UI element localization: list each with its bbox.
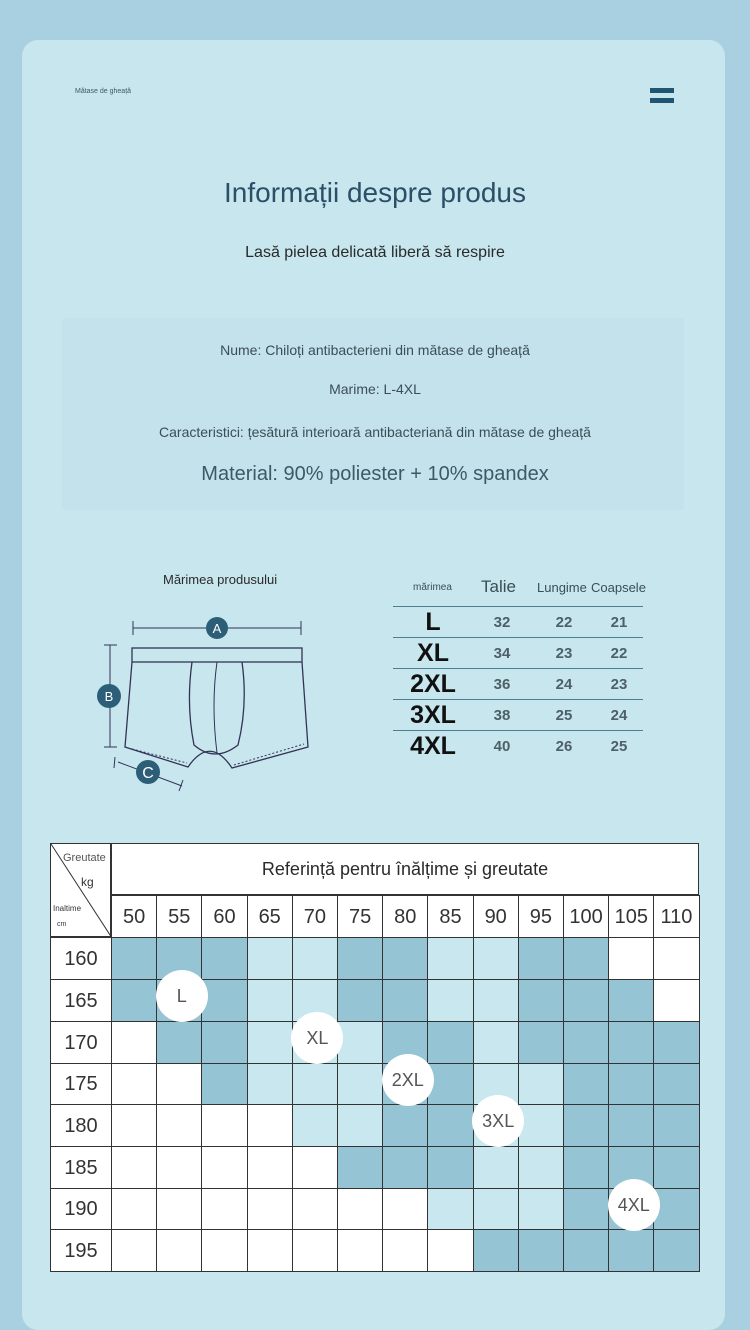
hw-cell	[337, 979, 383, 1022]
size-label: L	[425, 608, 441, 636]
hw-cell	[201, 1021, 247, 1064]
hw-corner-cell	[50, 843, 111, 937]
hw-cell	[427, 1021, 473, 1064]
hw-cell	[608, 979, 654, 1022]
size-value: 22	[555, 614, 573, 631]
weight-header: 110	[653, 895, 699, 938]
size-bubble: 3XL	[472, 1095, 524, 1147]
hw-cell	[156, 1146, 202, 1189]
height-header: 170	[50, 1021, 112, 1064]
page-subtitle: Lasă pielea delicată liberă să respire	[245, 244, 505, 261]
weight-header: 65	[247, 895, 293, 938]
hw-cell	[111, 1021, 157, 1064]
hw-cell	[473, 1188, 519, 1230]
size-label: XL	[417, 639, 449, 667]
hw-cell	[382, 1104, 428, 1147]
hw-cell	[292, 1104, 338, 1147]
hw-cell	[111, 1063, 157, 1105]
hw-cell	[292, 1063, 338, 1105]
hw-cell	[247, 1229, 293, 1272]
hw-cell	[518, 1021, 564, 1064]
corner-height-label: Inaltime	[53, 904, 82, 913]
size-value: 34	[493, 645, 511, 662]
hw-cell	[608, 1104, 654, 1147]
hw-cell	[382, 1188, 428, 1230]
product-size-range: Marime: L-4XL	[329, 381, 421, 397]
hw-cell	[247, 937, 293, 980]
product-features: Caracteristici: țesătură interioară antibacteriană din mătase de gheață	[159, 424, 591, 440]
size-value: 40	[493, 738, 511, 755]
weight-header: 60	[201, 895, 247, 938]
weight-header: 95	[518, 895, 564, 938]
hw-cell	[156, 1021, 202, 1064]
corner-weight-label: Greutate	[63, 852, 106, 864]
size-header-waist: Talie	[481, 577, 516, 596]
hw-cell	[563, 1021, 609, 1064]
size-value: 25	[555, 707, 573, 724]
hw-cell	[201, 937, 247, 980]
size-value: 32	[493, 614, 511, 631]
hw-cell	[608, 937, 654, 980]
height-header: 160	[50, 937, 112, 980]
marker-b-label: B	[104, 689, 114, 704]
hw-cell	[608, 1229, 654, 1272]
hw-cell	[111, 1188, 157, 1230]
hw-cell	[427, 1188, 473, 1230]
size-value: 36	[493, 676, 511, 693]
hw-cell	[111, 1146, 157, 1189]
size-bubble: L	[156, 970, 208, 1022]
hw-cell	[111, 979, 157, 1022]
size-value: 23	[610, 676, 628, 693]
hw-cell	[563, 1104, 609, 1147]
size-value: 24	[610, 707, 628, 724]
hw-cell	[518, 1104, 564, 1147]
size-table-header	[393, 572, 646, 606]
hw-table-header	[111, 843, 699, 895]
weight-header: 100	[563, 895, 609, 938]
size-value: 38	[493, 707, 511, 724]
height-weight-table	[50, 843, 699, 1272]
size-label: 2XL	[410, 670, 456, 698]
size-value: 23	[555, 645, 573, 662]
size-label: 3XL	[410, 701, 456, 729]
hw-cell	[382, 979, 428, 1022]
hw-cell	[337, 1229, 383, 1272]
hw-cell	[156, 1104, 202, 1147]
hw-cell	[201, 1146, 247, 1189]
marker-a-label: A	[212, 621, 222, 636]
hw-cell	[111, 937, 157, 980]
size-value: 22	[610, 645, 628, 662]
height-header: 185	[50, 1146, 112, 1189]
weight-header: 90	[473, 895, 519, 938]
hw-cell	[653, 1229, 699, 1272]
hw-cell	[247, 979, 293, 1022]
hw-cell	[653, 1063, 699, 1105]
height-header: 165	[50, 979, 112, 1022]
size-bubble: 4XL	[608, 1179, 660, 1231]
hw-cell	[247, 1104, 293, 1147]
hw-cell	[608, 1021, 654, 1064]
size-value: 21	[610, 614, 628, 631]
hw-cell	[337, 1146, 383, 1189]
weight-header: 50	[111, 895, 157, 938]
hw-cell	[201, 979, 247, 1022]
hw-cell	[653, 1188, 699, 1230]
hw-cell	[563, 1146, 609, 1189]
hw-cell	[473, 1146, 519, 1189]
hw-cell	[518, 1146, 564, 1189]
size-label: 4XL	[410, 732, 456, 760]
hw-cell	[247, 1188, 293, 1230]
height-header: 180	[50, 1104, 112, 1147]
hw-cell	[518, 1063, 564, 1105]
hw-cell	[563, 1063, 609, 1105]
corner-cm-label: cm	[57, 921, 67, 928]
diagram-label: Mărimea produsului	[163, 572, 278, 587]
page-title: Informații despre produs	[224, 177, 526, 208]
hw-cell	[518, 1229, 564, 1272]
hw-cell	[518, 979, 564, 1022]
hw-cell	[427, 1146, 473, 1189]
hw-cell	[518, 937, 564, 980]
hw-cell	[473, 1229, 519, 1272]
hw-cell	[247, 1146, 293, 1189]
hw-cell	[201, 1063, 247, 1105]
weight-header: 55	[156, 895, 202, 938]
hw-cell	[653, 979, 699, 1022]
hw-cell	[292, 1229, 338, 1272]
marker-b	[97, 684, 121, 708]
hw-cell	[201, 1229, 247, 1272]
hw-cell	[337, 1104, 383, 1147]
hw-cell	[247, 1021, 293, 1064]
hw-cell	[653, 1104, 699, 1147]
hw-cell	[201, 1188, 247, 1230]
product-name: Nume: Chiloți antibacterieni din mătase de gheață	[220, 342, 530, 358]
marker-c	[136, 760, 160, 784]
hw-cell	[156, 1229, 202, 1272]
underwear-diagram	[90, 605, 330, 795]
hw-cell	[427, 1104, 473, 1147]
hw-cell	[292, 937, 338, 980]
hw-cell	[201, 1104, 247, 1147]
size-table	[393, 572, 646, 761]
size-table-body	[393, 606, 643, 761]
hw-cell	[563, 937, 609, 980]
hw-cell	[337, 937, 383, 980]
hw-cell	[427, 979, 473, 1022]
hw-cell	[473, 1021, 519, 1064]
hw-cell	[337, 1063, 383, 1105]
size-header-thigh: Coapsele	[591, 580, 646, 595]
hw-table-title: Referință pentru înălțime și greutate	[261, 859, 549, 879]
hw-cell	[382, 1146, 428, 1189]
size-bubble: XL	[291, 1012, 343, 1064]
hw-cell	[473, 979, 519, 1022]
size-table-row	[393, 606, 643, 637]
size-table-row	[393, 637, 643, 668]
size-bubble: 2XL	[382, 1054, 434, 1106]
marker-a	[206, 617, 228, 639]
weight-header: 85	[427, 895, 473, 938]
size-header-length: Lungime	[537, 580, 587, 595]
hw-cell	[427, 937, 473, 980]
brand-label: Mătase de gheață	[75, 88, 132, 95]
size-value: 26	[555, 738, 573, 755]
hw-cell	[292, 1146, 338, 1189]
hw-cell	[653, 937, 699, 980]
menu-icon[interactable]	[650, 88, 674, 105]
height-header: 190	[50, 1188, 112, 1230]
hw-cell	[563, 1188, 609, 1230]
hw-cell	[156, 1063, 202, 1105]
size-table-row	[393, 668, 643, 699]
hw-cell	[382, 1229, 428, 1272]
size-table-row	[393, 699, 643, 730]
hw-cell	[427, 1063, 473, 1105]
size-header-size: mărimea	[413, 582, 452, 593]
hw-cell	[427, 1229, 473, 1272]
hw-cell	[247, 1063, 293, 1105]
hw-cell	[473, 937, 519, 980]
hw-cell	[292, 1188, 338, 1230]
height-header: 195	[50, 1229, 112, 1272]
marker-c-label: C	[142, 765, 154, 782]
height-header: 175	[50, 1063, 112, 1105]
hw-cell	[337, 1188, 383, 1230]
hw-cell	[563, 1229, 609, 1272]
hw-cell	[337, 1021, 383, 1064]
hw-cell	[518, 1188, 564, 1230]
corner-kg-label: kg	[81, 875, 94, 889]
weight-header: 75	[337, 895, 383, 938]
hw-cell	[563, 979, 609, 1022]
hw-cell	[382, 937, 428, 980]
weight-header: 105	[608, 895, 654, 938]
weight-header: 80	[382, 895, 428, 938]
weight-header: 70	[292, 895, 338, 938]
size-value: 25	[610, 738, 628, 755]
hw-cell	[653, 1146, 699, 1189]
size-table-row	[393, 730, 643, 761]
hw-cell	[653, 1021, 699, 1064]
product-material: Material: 90% poliester + 10% spandex	[201, 463, 549, 485]
hw-cell	[111, 1104, 157, 1147]
hw-cell	[156, 1188, 202, 1230]
hw-cell	[608, 1063, 654, 1105]
hw-cell	[111, 1229, 157, 1272]
size-value: 24	[555, 676, 573, 693]
